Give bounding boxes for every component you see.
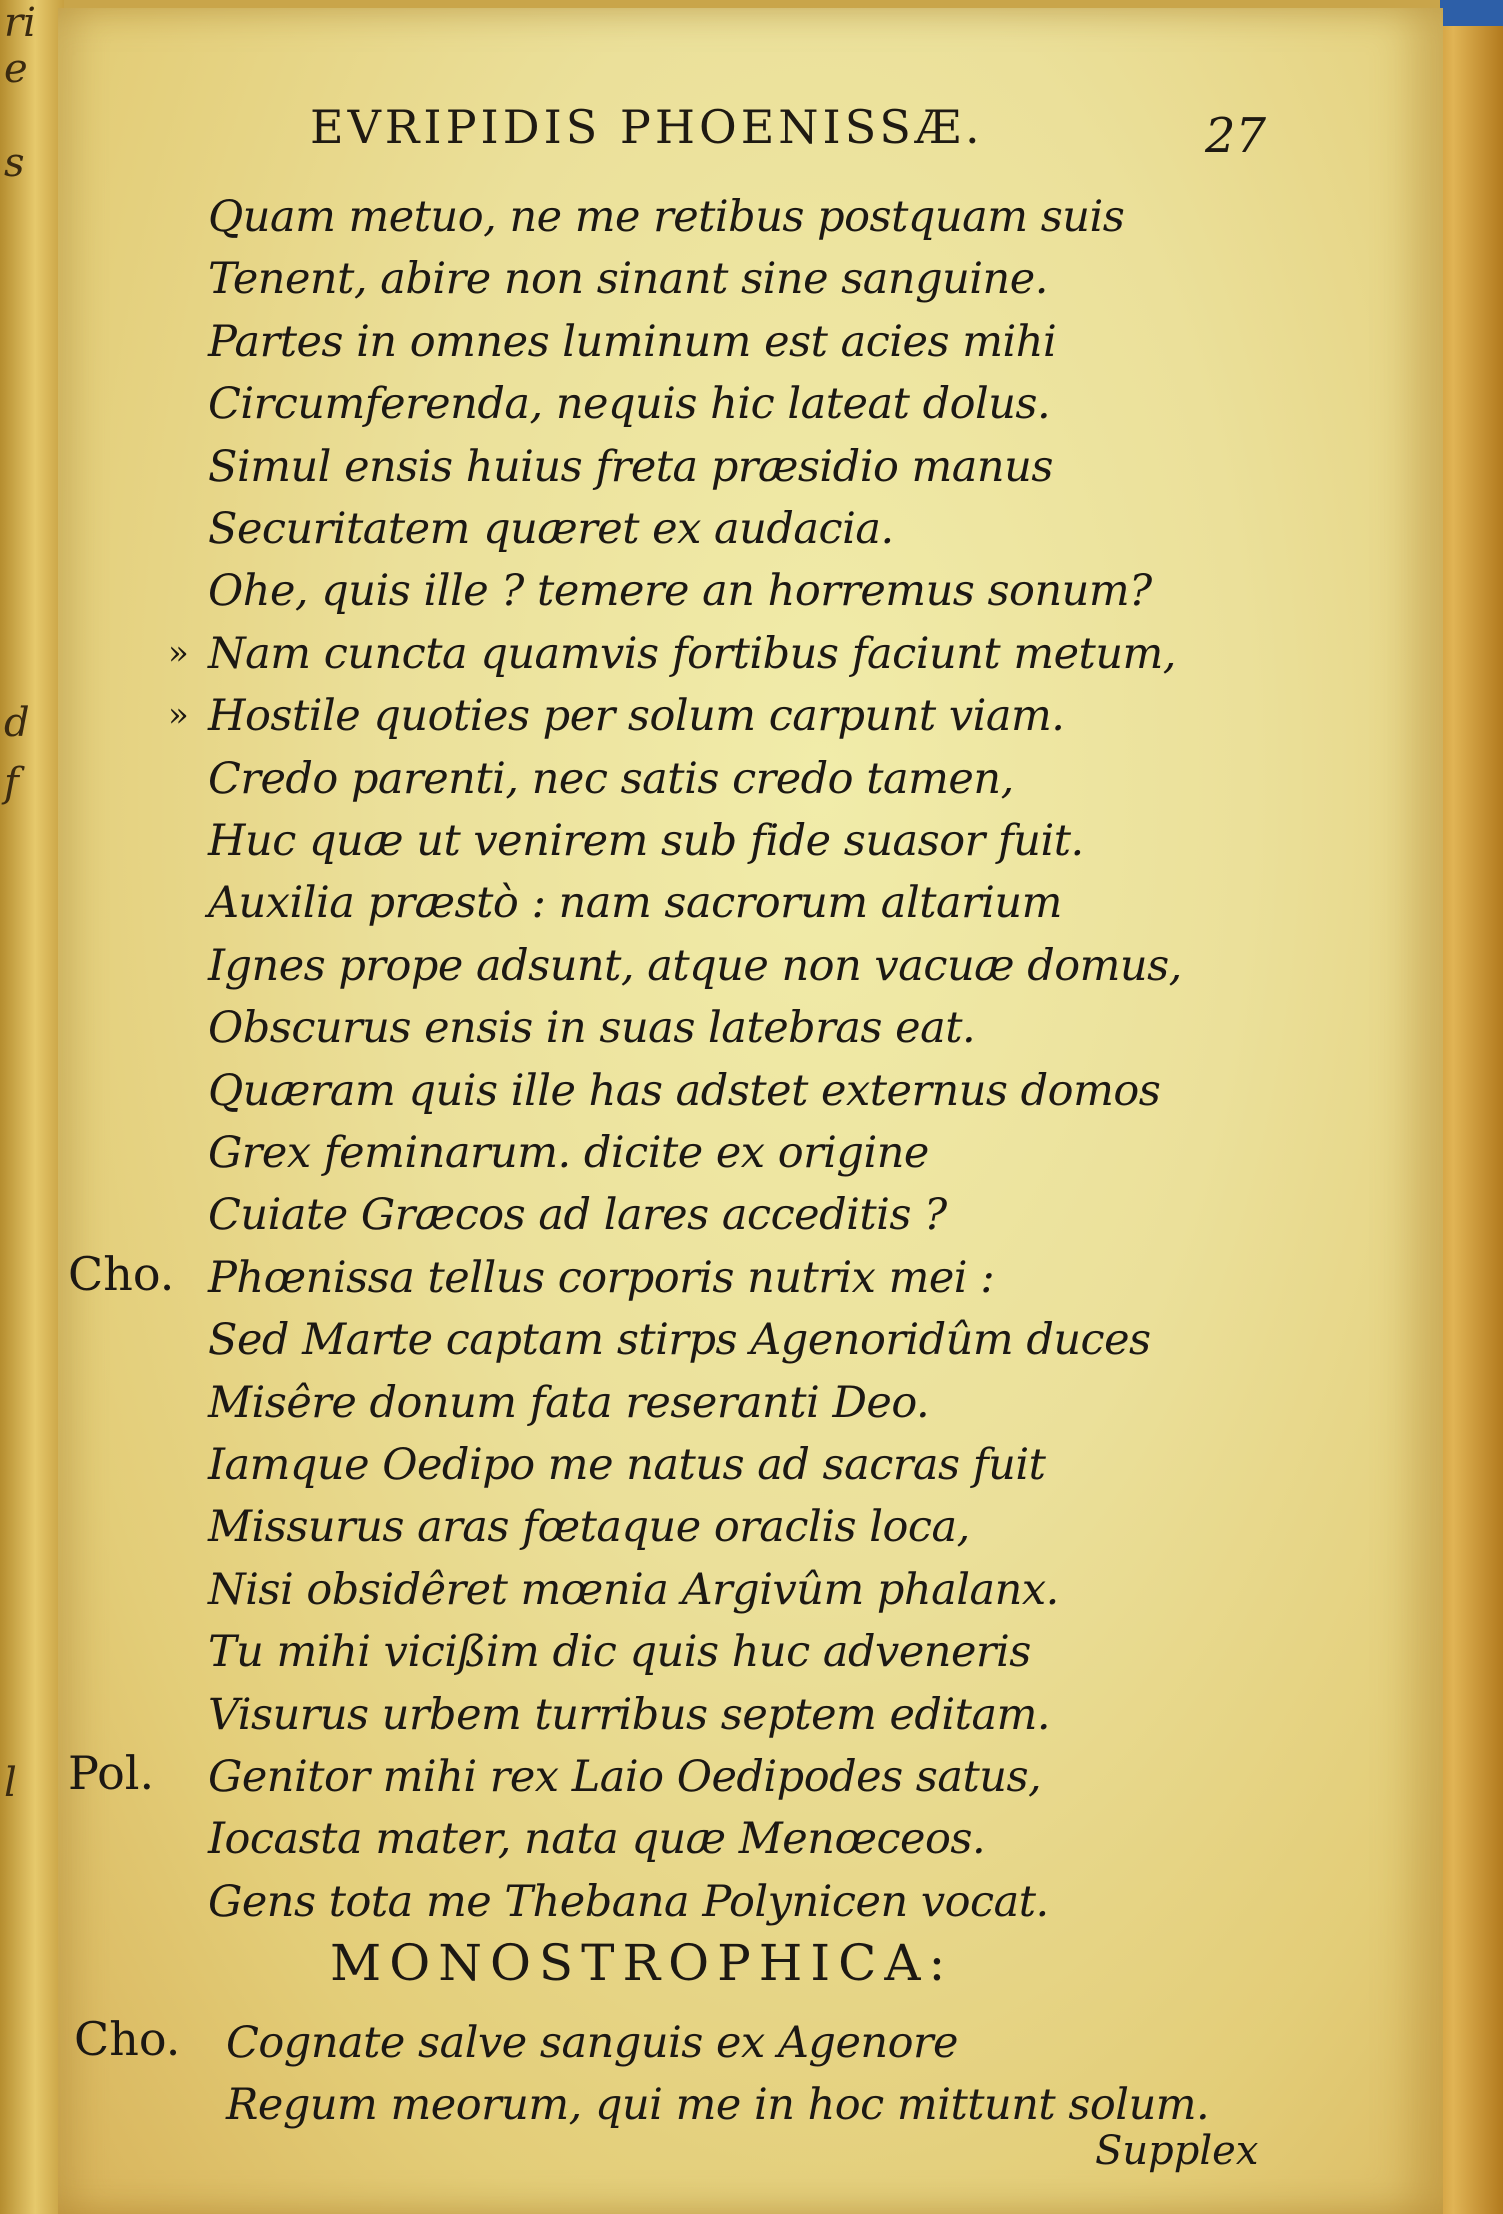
verse-line: Partes in omnes luminum est acies mihi	[208, 316, 1057, 367]
verse-line: Securitatem quæret ex audacia.	[208, 504, 894, 554]
facing-page-fragment: l	[4, 1760, 17, 1806]
verse-line: Simul ensis huius freta præsidio manus	[208, 441, 1053, 492]
verse-line: Tu mihi vicißim dic quis huc adveneris	[208, 1627, 1031, 1678]
verse-line: Misêre donum fata reseranti Deo.	[208, 1377, 930, 1428]
speaker-label: Pol.	[68, 1746, 155, 1800]
verse-line: Gens tota me Thebana Polynicen vocat.	[208, 1876, 1049, 1927]
catchword: Supplex	[1095, 2128, 1259, 2174]
facing-page-fragment: ri e	[4, 0, 36, 92]
verse-line: Missurus aras fœtaque oraclis loca,	[208, 1502, 970, 1553]
verse-line: Cognate salve sanguis ex Agenore	[226, 2018, 958, 2068]
verse-line: Sed Marte captam stirps Agenoridûm duces	[208, 1315, 1151, 1366]
page-number: 27	[1205, 108, 1267, 164]
verse-line: Quam metuo, ne me retibus postquam suis	[208, 192, 1125, 242]
verse-line: Huc quæ ut venirem sub fide suasor fuit.	[208, 816, 1084, 866]
verse-line: Nisi obsidêret mœnia Argivûm phalanx.	[208, 1564, 1059, 1615]
speaker-label: Cho.	[68, 1246, 175, 1301]
facing-page-fragment: f	[4, 760, 19, 806]
verse-line: Auxilia præstò : nam sacrorum altarium	[208, 878, 1062, 929]
verse-line: Hostile quoties per solum carpunt viam.	[208, 691, 1065, 742]
facing-page-fragment: d	[4, 700, 30, 746]
verse-line: Quæram quis ille has adstet externus domos	[208, 1065, 1161, 1116]
verse-line: Phœnissa tellus corporis nutrix mei :	[208, 1252, 995, 1303]
quotation-mark: »	[168, 632, 189, 673]
verse-line: Iocasta mater, nata quæ Menœceos.	[208, 1814, 986, 1865]
verse-line: Regum meorum, qui me in hoc mittunt solum.	[226, 2080, 1210, 2130]
verse-line: Visurus urbem turribus septem editam.	[208, 1689, 1051, 1740]
verse-line: Nam cuncta quamvis fortibus faciunt metum,	[208, 628, 1176, 679]
verse-line: Iamque Oedipo me natus ad sacras fuit	[208, 1440, 1046, 1490]
running-header: EVRIPIDIS PHOENISSÆ.	[310, 100, 984, 154]
section-heading: MONOSTROPHICA:	[330, 1934, 954, 1992]
verse-line: Ohe, quis ille ? temere an horremus sonum?	[208, 566, 1152, 617]
quotation-mark: »	[168, 695, 189, 736]
background-corner	[1440, 0, 1503, 26]
verse-line: Tenent, abire non sinant sine sanguine.	[208, 254, 1048, 305]
verse-line: Cuiate Græcos ad lares acceditis ?	[208, 1190, 947, 1241]
facing-page-fragment: s	[4, 140, 25, 186]
speaker-label: Cho.	[74, 2012, 181, 2066]
verse-line: Obscurus ensis in suas latebras eat.	[208, 1003, 976, 1054]
verse-line: Grex feminarum. dicite ex origine	[208, 1128, 929, 1178]
verse-line: Genitor mihi rex Laio Oedipodes satus,	[208, 1752, 1042, 1802]
verse-line: Ignes prope adsunt, atque non vacuæ domus,	[208, 940, 1182, 991]
verse-line: Credo parenti, nec satis credo tamen,	[208, 753, 1014, 804]
facing-page-edge	[0, 0, 64, 2214]
verse-line: Circumferenda, nequis hic lateat dolus.	[208, 379, 1051, 430]
